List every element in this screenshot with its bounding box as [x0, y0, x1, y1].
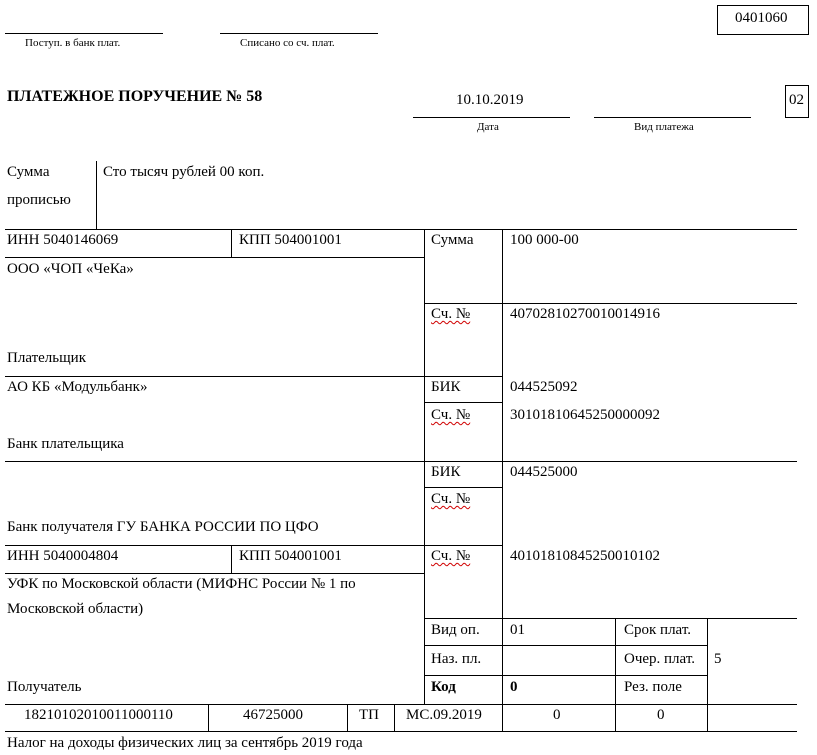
col-line-i — [394, 704, 395, 731]
doc-number-value: 0 — [553, 707, 561, 723]
row-line-11 — [424, 645, 707, 646]
recipient-label: Получатель — [7, 679, 82, 695]
date-value: 10.10.2019 — [456, 92, 524, 108]
status-code: 02 — [789, 92, 804, 108]
row-line-14 — [5, 731, 797, 732]
payment-type-line — [594, 117, 751, 118]
col-line-l — [707, 704, 708, 731]
recipient-name-2: Московской области) — [7, 601, 144, 617]
oktmo-value: 46725000 — [243, 707, 303, 723]
payment-type-label: Вид платежа — [634, 121, 694, 133]
code-value: 0 — [510, 679, 518, 695]
payer-account-value: 40702810270010014916 — [510, 306, 660, 322]
recipient-bank-account-label: Сч. № — [431, 491, 471, 507]
row-line-13 — [5, 704, 797, 705]
payer-account-label: Сч. № — [431, 306, 471, 322]
col-line-c — [502, 229, 503, 704]
form-code: 0401060 — [735, 10, 788, 26]
recipient-inn: ИНН 5040004804 — [7, 548, 119, 564]
payer-bank-label: Банк плательщика — [7, 436, 124, 452]
debited-line — [220, 33, 378, 34]
col-line-h — [347, 704, 348, 731]
row-line-3 — [424, 303, 797, 304]
kbk-value: 18210102010011000110 — [24, 707, 173, 723]
recipient-name-1: УФК по Московской области (МИФНС России № 1 по — [7, 576, 356, 592]
row-line-1 — [5, 229, 797, 230]
recipient-bank-label: Банк получателя ГУ БАНКА РОССИИ ПО ЦФО — [7, 519, 319, 535]
payer-bank-bik-value: 044525092 — [510, 379, 578, 395]
amount-words-label-1: Сумма — [7, 164, 50, 180]
col-line-f — [707, 618, 708, 704]
recipient-kpp: КПП 504001001 — [239, 548, 342, 564]
payer-bank-account-value: 30101810645250000092 — [510, 407, 660, 423]
payer-sum-value: 100 000-00 — [510, 232, 579, 248]
col-line-a — [231, 229, 232, 257]
col-line-d — [231, 545, 232, 573]
purpose-code-label: Наз. пл. — [431, 651, 482, 667]
payer-label: Плательщик — [7, 350, 86, 366]
recipient-bank-bik-label: БИК — [431, 464, 461, 480]
amount-words-divider — [96, 161, 97, 229]
col-line-e — [615, 618, 616, 704]
date-line — [413, 117, 570, 118]
row-line-6 — [5, 461, 797, 462]
debited-label: Списано со сч. плат. — [240, 37, 335, 49]
col-line-j — [502, 704, 503, 731]
amount-words-value: Сто тысяч рублей 00 коп. — [103, 164, 265, 180]
row-line-4 — [5, 376, 502, 377]
row-line-5 — [424, 402, 502, 403]
payer-inn: ИНН 5040146069 — [7, 232, 119, 248]
payer-bank-bik-label: БИК — [431, 379, 461, 395]
basis-value: ТП — [359, 707, 379, 723]
code-label: Код — [431, 679, 456, 695]
row-line-7 — [424, 487, 502, 488]
col-line-g — [208, 704, 209, 731]
row-line-8 — [5, 545, 502, 546]
received-line — [5, 33, 163, 34]
payer-kpp: КПП 504001001 — [239, 232, 342, 248]
document-title: ПЛАТЕЖНОЕ ПОРУЧЕНИЕ № 58 — [7, 88, 263, 105]
doc-date-value: 0 — [657, 707, 665, 723]
op-type-value: 01 — [510, 622, 525, 638]
payer-bank-name: АО КБ «Модульбанк» — [7, 379, 148, 395]
col-line-k — [615, 704, 616, 731]
period-value: МС.09.2019 — [406, 707, 482, 723]
due-label: Срок плат. — [624, 622, 692, 638]
recipient-bank-bik-value: 044525000 — [510, 464, 578, 480]
recipient-account-label: Сч. № — [431, 548, 471, 564]
order-label: Очер. плат. — [624, 651, 695, 667]
row-line-12 — [424, 675, 707, 676]
payer-sum-label: Сумма — [431, 232, 474, 248]
row-line-9 — [5, 573, 424, 574]
payer-name: ООО «ЧОП «ЧеКа» — [7, 261, 134, 277]
order-value: 5 — [714, 651, 722, 667]
date-label: Дата — [477, 121, 499, 133]
payer-bank-account-label: Сч. № — [431, 407, 471, 423]
row-line-10 — [424, 618, 797, 619]
received-label: Поступ. в банк плат. — [25, 37, 121, 49]
reserve-label: Рез. поле — [624, 679, 682, 695]
recipient-account-value: 40101810845250010102 — [510, 548, 660, 564]
col-line-b — [424, 229, 425, 704]
amount-words-label-2: прописью — [7, 192, 71, 208]
row-line-2 — [5, 257, 424, 258]
op-type-label: Вид оп. — [431, 622, 480, 638]
payment-purpose: Налог на доходы физических лиц за сентябрь 2019 года — [7, 735, 363, 751]
